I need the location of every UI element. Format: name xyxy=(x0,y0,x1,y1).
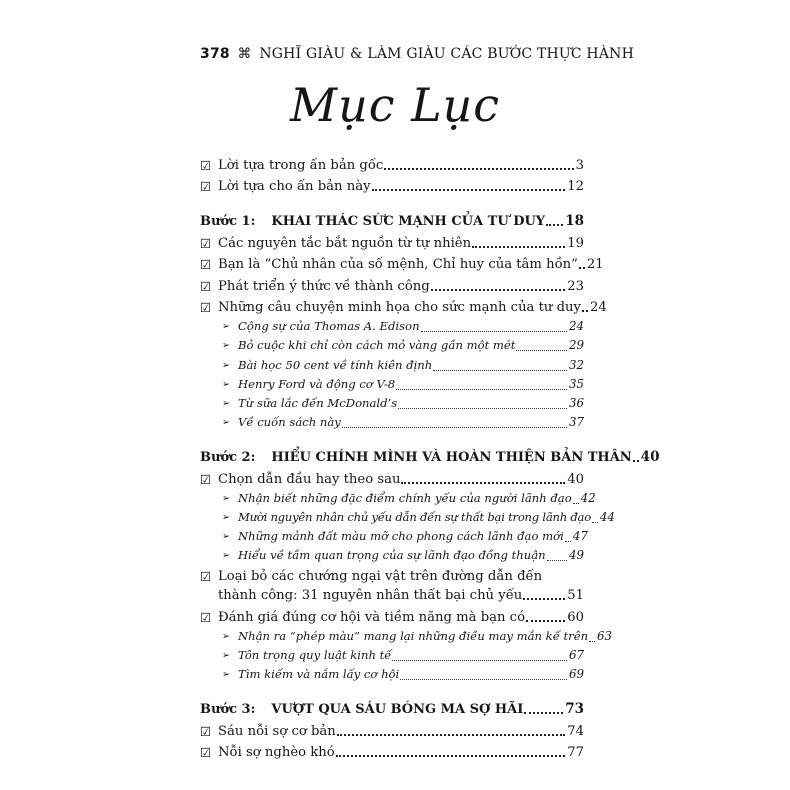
entry-page: 3 xyxy=(575,157,584,173)
subentry-page: 42 xyxy=(580,490,596,505)
arrow-icon: ➢ xyxy=(222,321,230,333)
toc-entry[interactable] xyxy=(200,252,604,274)
dot-leader xyxy=(523,598,565,600)
subentry-page: 32 xyxy=(568,357,584,372)
checkbox-icon: ☑ xyxy=(200,723,212,739)
toc-entry[interactable] xyxy=(200,230,584,252)
arrow-icon: ➢ xyxy=(222,631,230,643)
toc-subentry[interactable] xyxy=(200,393,584,412)
running-header xyxy=(200,46,634,62)
subentry-page: 35 xyxy=(568,376,584,391)
dot-leader xyxy=(396,389,567,390)
dot-leader xyxy=(392,660,567,661)
step-page: 73 xyxy=(565,701,584,718)
subentry-page: 69 xyxy=(568,667,584,682)
arrow-icon: ➢ xyxy=(222,397,230,409)
step-label: Bước 3: xyxy=(200,702,256,718)
subentry-label: Cộng sự của Thomas A. Edison xyxy=(238,319,420,334)
subentry-page: 44 xyxy=(599,510,615,524)
subentry-label: Hiểu về tầm quan trọng của sự lãnh đạo đồng thuận xyxy=(238,548,546,563)
toc-subentry[interactable] xyxy=(200,335,584,354)
toc-subentry[interactable] xyxy=(200,545,584,564)
dot-leader xyxy=(589,641,595,642)
entry-label: Bạn là “Chủ nhân của số mệnh, Chỉ huy của tâm hồn” xyxy=(218,257,578,272)
dot-leader xyxy=(400,679,567,680)
dot-leader xyxy=(565,541,571,542)
subentry-label: Nhận ra “phép màu” mang lại những điều may mắn kế trên xyxy=(238,629,589,644)
dot-leader xyxy=(579,267,585,269)
step-page: 40 xyxy=(640,449,660,466)
dot-leader xyxy=(592,522,598,523)
subentry-page: 67 xyxy=(568,648,584,663)
subentry-page: 24 xyxy=(568,319,584,334)
step-heading[interactable] xyxy=(200,442,660,466)
subentry-label: Bỏ cuộc khi chỉ còn cách mỏ vàng gần một mét xyxy=(238,338,516,353)
dot-leader xyxy=(433,370,567,371)
entry-page: 23 xyxy=(567,278,584,294)
dot-leader xyxy=(431,289,566,291)
step-page: 18 xyxy=(565,213,584,229)
dot-leader xyxy=(384,168,573,170)
dot-leader xyxy=(546,224,563,226)
dot-leader xyxy=(401,482,565,484)
page-number: 378 xyxy=(200,46,230,62)
checkbox-icon: ☑ xyxy=(200,278,212,294)
toc-subentry[interactable] xyxy=(200,412,584,431)
entry-page: 74 xyxy=(567,723,584,739)
toc-subentry[interactable] xyxy=(200,507,615,526)
dot-leader xyxy=(582,310,588,312)
dot-leader xyxy=(337,734,565,736)
toc-entry[interactable] xyxy=(200,466,584,488)
arrow-icon: ➢ xyxy=(222,492,230,504)
checkbox-icon: ☑ xyxy=(200,471,212,487)
arrow-icon: ➢ xyxy=(222,340,230,352)
dot-leader xyxy=(526,620,565,622)
step-name: HIỂU CHÍNH MÌNH VÀ HOÀN THIỆN BẢN THÂN xyxy=(271,450,632,466)
step-heading[interactable] xyxy=(200,694,584,718)
subentry-label: Nhận biết những đặc điểm chính yếu của người lãnh đạo xyxy=(238,490,572,505)
dot-leader xyxy=(372,189,566,191)
checkbox-icon: ☑ xyxy=(200,609,212,625)
entry-page: 12 xyxy=(567,179,584,194)
subentry-label: Từ sữa lắc đến McDonald’s xyxy=(238,395,398,410)
arrow-icon: ➢ xyxy=(222,417,230,429)
toc-subentry[interactable] xyxy=(200,526,588,545)
toc-subentry[interactable] xyxy=(200,664,584,683)
arrow-icon: ➢ xyxy=(222,550,230,562)
arrow-icon: ➢ xyxy=(222,378,230,390)
entry-label: Các nguyên tắc bắt nguồn từ tự nhiên xyxy=(218,235,472,251)
toc-entry[interactable] xyxy=(200,174,584,196)
step-heading[interactable] xyxy=(200,206,584,230)
entry-page: 51 xyxy=(567,588,584,604)
entry-label: Sáu nỗi sợ cơ bản xyxy=(218,723,336,739)
dot-leader xyxy=(524,712,563,714)
dot-leader xyxy=(336,755,566,757)
entry-label: Chọn dẫn đầu hay theo sau xyxy=(218,471,401,487)
toc-entry[interactable] xyxy=(200,718,584,740)
separator-icon: ⌘ xyxy=(237,46,252,62)
book-title: NGHĨ GIÀU & LÀM GIÀU CÁC BƯỚC THỰC HÀNH xyxy=(259,46,635,62)
subentry-label: Về cuốn sách này xyxy=(238,415,341,430)
arrow-icon: ➢ xyxy=(222,650,230,662)
entry-page: 21 xyxy=(586,257,604,272)
toc-entry[interactable] xyxy=(200,152,584,174)
subentry-label: Bài học 50 cent về tính kiên định xyxy=(238,357,433,372)
subentry-page: 36 xyxy=(568,395,584,410)
dot-leader xyxy=(573,503,579,504)
toc-subentry[interactable] xyxy=(200,354,584,373)
step-name: VƯỢT QUA SÁU BÓNG MA SỢ HÃI xyxy=(271,702,524,718)
toc-entry[interactable] xyxy=(200,295,607,317)
arrow-icon: ➢ xyxy=(222,359,230,371)
entry-page: 77 xyxy=(567,745,584,761)
entry-label-line1: Loại bỏ các chướng ngại vật trên đường dẫn đến xyxy=(218,569,543,585)
subentry-page: 49 xyxy=(568,548,584,563)
toc-subentry[interactable] xyxy=(200,316,584,335)
toc-entry[interactable] xyxy=(200,604,584,626)
subentry-page: 63 xyxy=(597,629,613,644)
dot-leader xyxy=(516,350,567,351)
entry-page: 24 xyxy=(590,300,607,315)
toc-subentry[interactable] xyxy=(200,488,596,507)
checkbox-icon: ☑ xyxy=(200,157,212,173)
step-label: Bước 2: xyxy=(200,450,256,466)
subentry-page: 29 xyxy=(568,338,584,353)
arrow-icon: ➢ xyxy=(222,531,230,543)
entry-page: 19 xyxy=(567,235,584,251)
checkbox-icon: ☑ xyxy=(200,569,212,585)
toc-entry[interactable] xyxy=(200,564,584,604)
entry-label: Lời tựa trong ấn bản gốc xyxy=(218,157,384,173)
checkbox-icon: ☑ xyxy=(200,745,212,761)
dot-leader xyxy=(472,246,565,248)
entry-label-line2: thành công: 31 nguyên nhân thất bại chủ yếu xyxy=(218,588,523,604)
entry-page: 60 xyxy=(567,609,584,625)
toc-entry[interactable] xyxy=(200,740,584,762)
dot-leader xyxy=(547,560,567,561)
entry-label: Nỗi sợ nghèo khó xyxy=(218,745,335,761)
checkbox-icon: ☑ xyxy=(200,235,212,251)
toc-subentry[interactable] xyxy=(200,645,584,664)
checkbox-icon: ☑ xyxy=(200,257,212,272)
entry-page: 40 xyxy=(567,471,584,487)
dot-leader xyxy=(342,427,567,428)
subentry-label: Mười nguyên nhân chủ yếu dẫn đến sự thất bại trong lãnh đạo xyxy=(238,510,591,524)
entry-label: Phát triển ý thức về thành công xyxy=(218,278,430,294)
checkbox-icon: ☑ xyxy=(200,179,212,194)
dot-leader xyxy=(398,408,567,409)
step-label: Bước 1: xyxy=(200,214,256,229)
subentry-label: Henry Ford và động cơ V-8 xyxy=(238,376,396,391)
entry-label: Đánh giá đúng cơ hội và tiềm năng mà bạn có xyxy=(218,609,526,625)
checkbox-icon: ☑ xyxy=(200,300,212,315)
entry-continuation xyxy=(200,585,584,604)
subentry-page: 37 xyxy=(568,415,584,430)
toc-subentry[interactable] xyxy=(200,374,584,393)
table-of-contents xyxy=(200,152,660,761)
step-name: KHAI THÁC SỨC MẠNH CỦA TƯ DUY xyxy=(271,214,546,229)
dot-leader xyxy=(421,331,567,332)
toc-entry[interactable] xyxy=(200,273,584,295)
toc-subentry[interactable] xyxy=(200,626,613,645)
entry-label: Những câu chuyện minh họa cho sức mạnh của tư duy xyxy=(218,300,581,315)
subentry-label: Tôn trọng quy luật kinh tế xyxy=(238,648,392,663)
arrow-icon: ➢ xyxy=(222,512,230,523)
entry-label: Lời tựa cho ấn bản này xyxy=(218,179,371,194)
subentry-label: Những mảnh đất màu mỡ cho phong cách lãnh đạo mới xyxy=(238,529,564,544)
page-title: Mục Lục xyxy=(289,78,501,132)
subentry-page: 47 xyxy=(572,529,588,544)
dot-leader xyxy=(633,460,639,462)
arrow-icon: ➢ xyxy=(222,669,230,681)
subentry-label: Tìm kiếm và nắm lấy cơ hội xyxy=(238,667,400,682)
